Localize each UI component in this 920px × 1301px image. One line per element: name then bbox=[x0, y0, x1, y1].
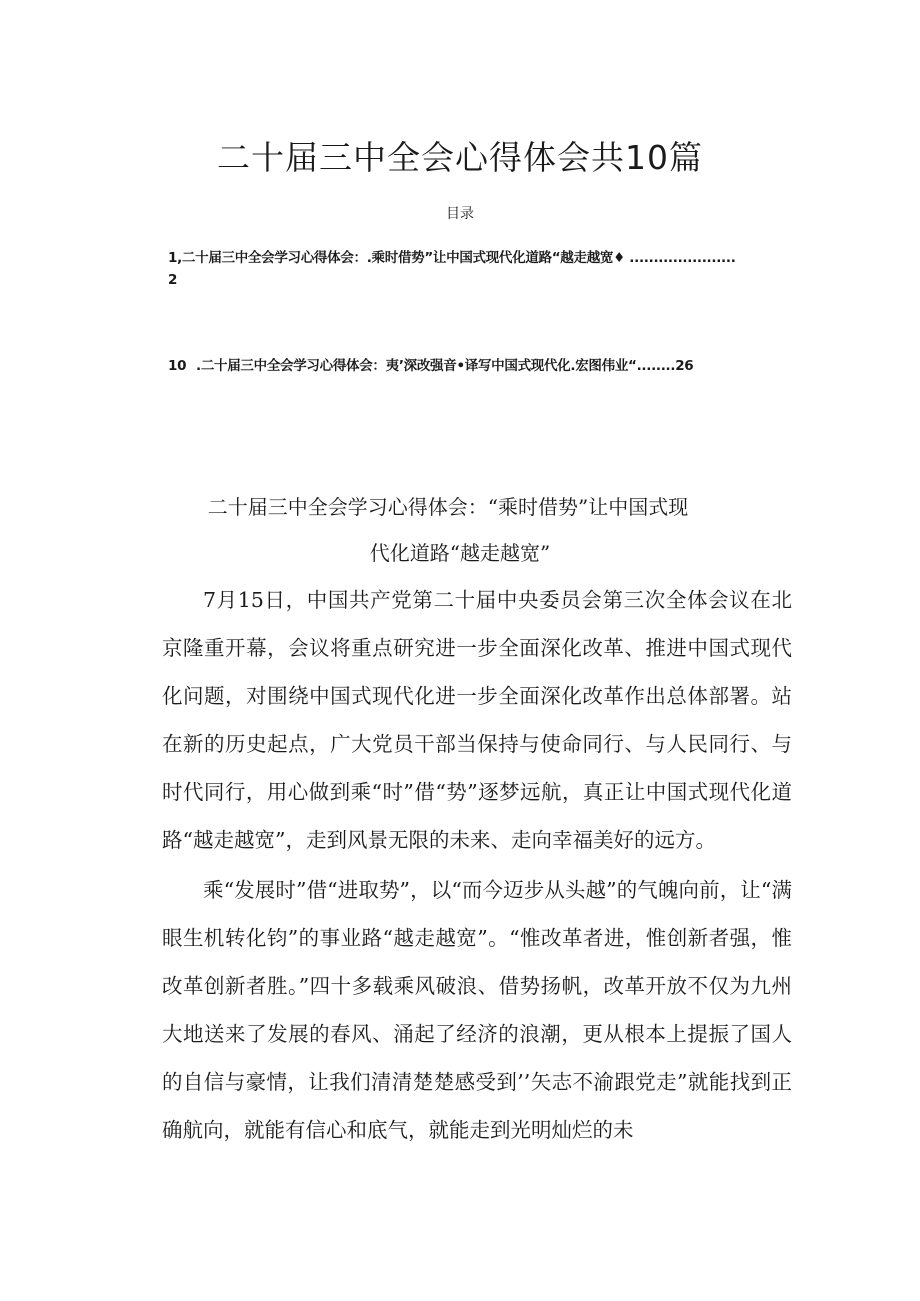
toc-entry-1[interactable] bbox=[168, 246, 736, 266]
toc-entry-number: 10 bbox=[168, 358, 187, 374]
toc-heading: 目录 bbox=[446, 206, 474, 222]
article-paragraph: 7月15日，中国共产党第二十届中央委员会第三次全体会议在北京隆重开幕，会议将重点研究进一步全面深化改革、推进中国式现代化问题，对围绕中国式现代化进一步全面深化改革作出总体部署。站在新的历史起点，广大党员干部当保持与使命同行、与人民同行、与时代同行，用心做到乘“时”借“势”逐梦远航，真正让中国式现代化道路“越走越宽”，走到风景无限的未来、走向幸福美好的远方。 bbox=[162, 588, 792, 852]
toc-entry-1-page-number: 2 bbox=[168, 272, 178, 288]
article-title-line-1: 二十届三中全会学习心得体会：“乘时借势”让中国式现 bbox=[207, 495, 689, 519]
toc-entry-text: 二十届三中全会学习心得体会：.乘时借势”让中国式现代化道路“越走越宽♦ ...................... bbox=[181, 250, 736, 266]
document-title: 二十届三中全会心得体会共10篇 bbox=[217, 138, 703, 177]
toc-entry-10[interactable] bbox=[168, 354, 693, 374]
toc-entry-number: 1, bbox=[168, 250, 182, 266]
article-paragraph: 乘“发展时”借“进取势”，以“而今迈步从头越”的气魄向前，让“满眼生机转化钧”的事业路“越走越宽”。“惟改革者进，惟创新者强，惟改革创新者胜。”四十多载乘风破浪、借势扬帆，改革开放不仅为九州大地送来了发展的春风、涌起了经济的浪潮，更从根本上提振了国人的自信与豪情，让我们清清楚楚感受到’’矢志不渝跟党走”就能找到正确航向，就能有信心和底气，就能走到光明灿烂的未 bbox=[162, 878, 792, 1142]
article-title-line-2: 代化道路“越走越宽” bbox=[369, 541, 551, 565]
toc-entry-text: .二十届三中全会学习心得体会：夷’深改强音•译写中国式现代化.宏图伟业“........26 bbox=[196, 358, 694, 374]
